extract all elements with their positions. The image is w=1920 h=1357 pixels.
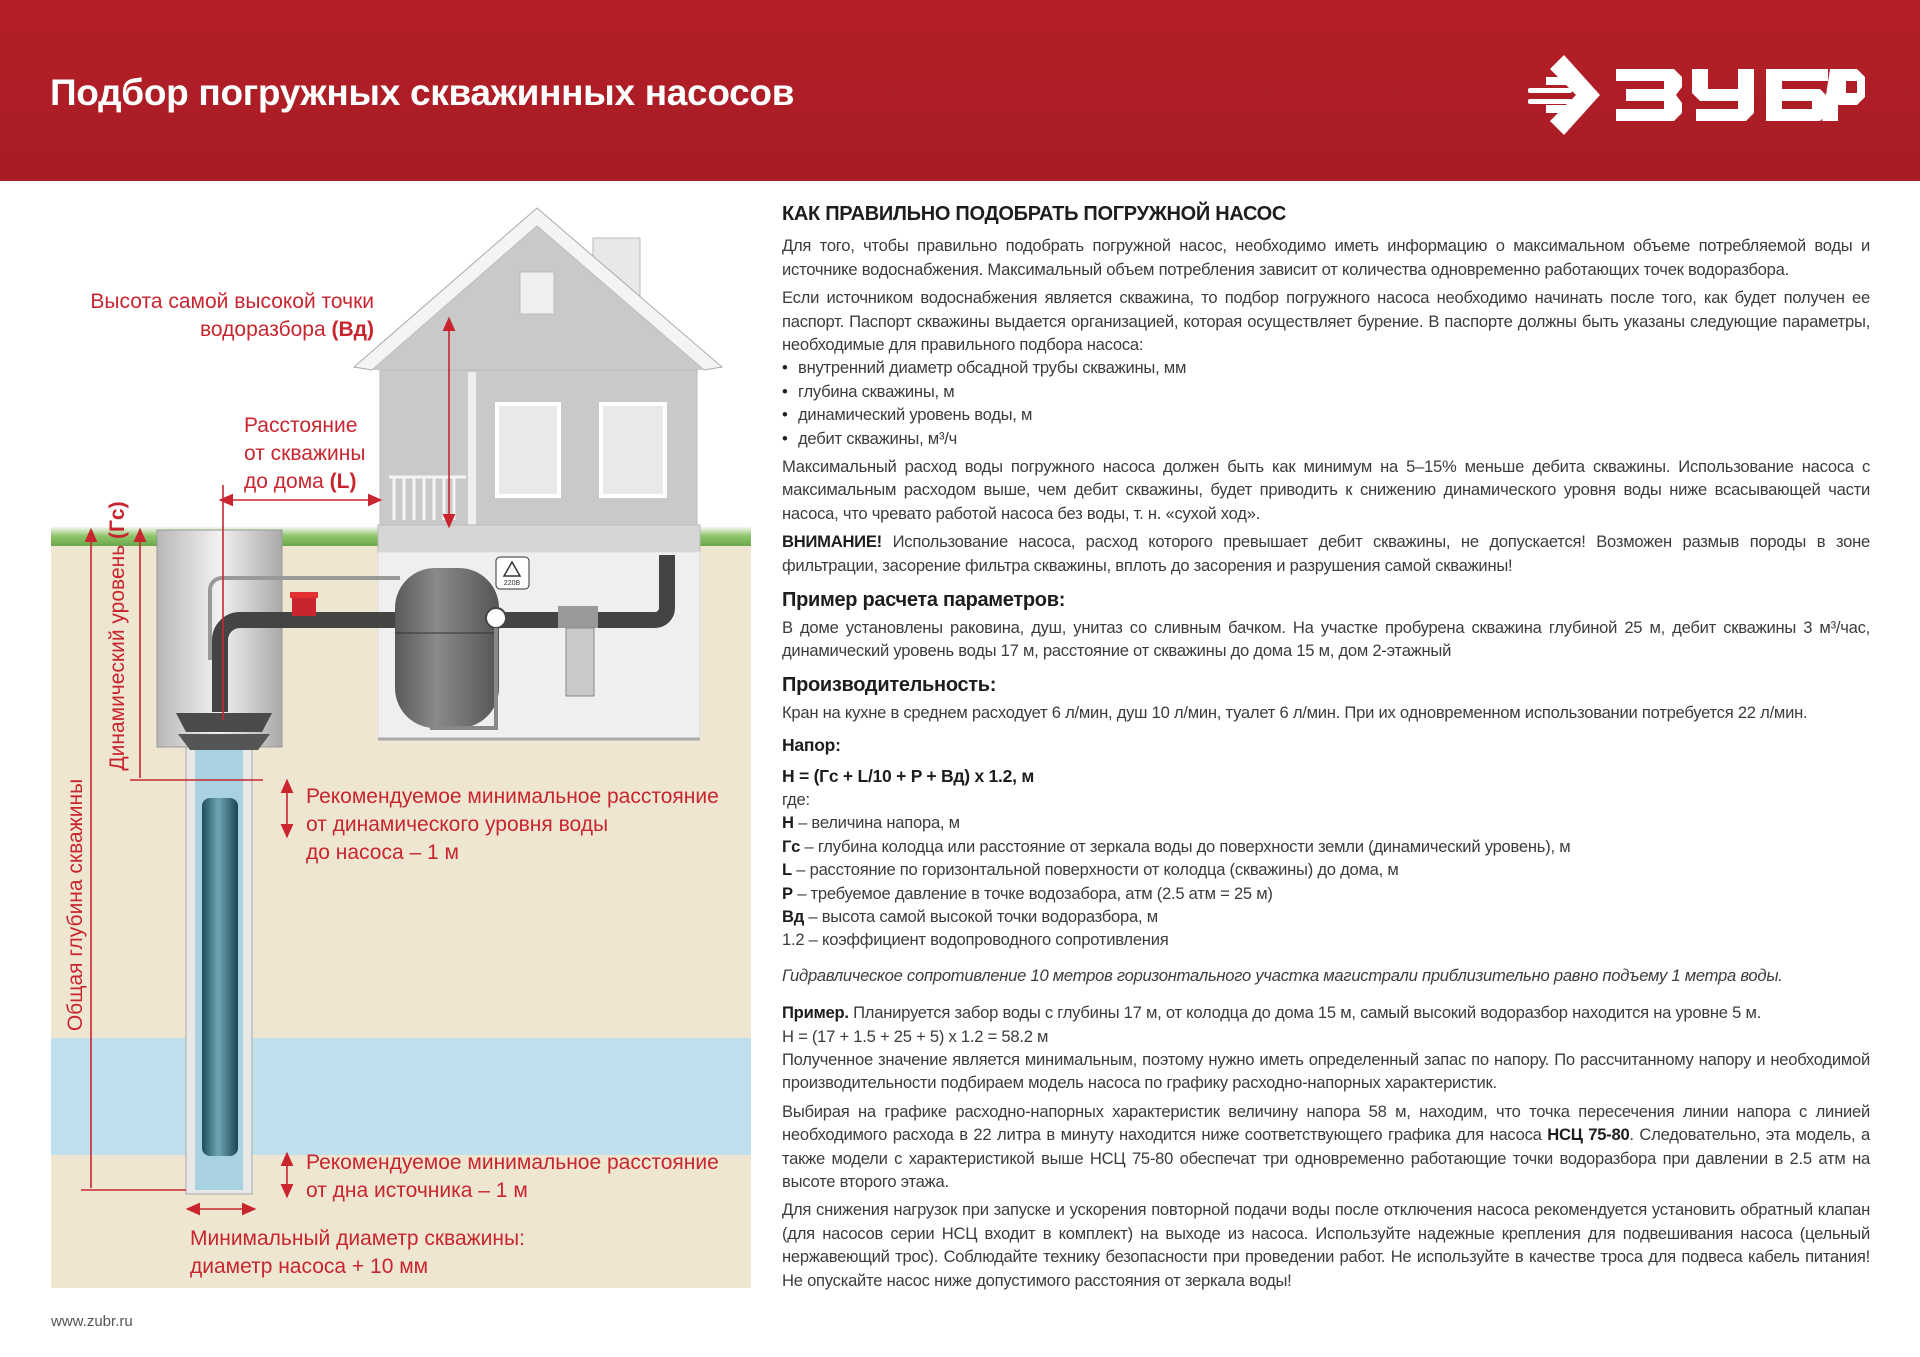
pump-model: НСЦ 75-80 <box>1547 1125 1630 1145</box>
well-head-cone-lower <box>178 734 270 750</box>
selection-text-a: Выбирая на графике расходно-напорных характеристик величину напора 58 м, находим, что точка пересечения линии напора с линией необходимого расхода в 22 литра в минуту находится ниже соответствующего графика для насоса <box>782 1101 1870 1145</box>
def-text: – расстояние по горизонтальной поверхности от колодца (скважины) до дома, м <box>791 860 1399 880</box>
def-symbol: H <box>782 813 794 833</box>
label-l-text: до дома <box>244 470 324 493</box>
label-min-bottom <box>306 1149 719 1205</box>
label-vd-text: водоразбора <box>200 318 326 341</box>
label-l-line3 <box>244 468 365 496</box>
label-gc-text: Динамический уровень <box>106 544 129 771</box>
ball-valve-icon <box>290 592 318 616</box>
def-text: – высота самой высокой точки водоразбора, м <box>804 906 1158 926</box>
paragraph-safety: Для снижения нагрузок при запуске и ускорения повторной подачи воды после отключения насоса рекомендуется установить обратный клапан (для насосов серии НСЦ входит в комплект) на выходе из насоса. Используйте надежные крепления для подвешивания насоса (цельный нержавеющий трос). Соблюдайте технику безопасности при проведении работ. Не используйте в качестве троса для подвеса кабель питания! Не опускайте насос ниже допустимого расстояния от зеркала воды! <box>782 1200 1870 1290</box>
aquifer-water <box>51 1038 751 1155</box>
definition-row <box>782 905 1870 928</box>
label-diam-line2: диаметр насоса + 10 мм <box>190 1255 429 1278</box>
def-symbol: L <box>782 860 792 880</box>
section-heading: КАК ПРАВИЛЬНО ПОДОБРАТЬ ПОГРУЖНОЙ НАСОС <box>782 203 1287 225</box>
paragraph-selection <box>782 1100 1870 1194</box>
label-vd-line2 <box>90 316 374 344</box>
paragraph-warning <box>782 530 1870 577</box>
label-l-line1: Расстояние <box>244 414 358 437</box>
paragraph-result: Полученное значение является минимальным, поэтому нужно иметь определенный запас по напору. По рассчитанному напору и необходимой производительности подбираем модель насоса по графику расходно-напорных характеристик. <box>782 1050 1870 1093</box>
label-gc-symbol: (Гс) <box>106 501 129 539</box>
calc-text: Планируется забор воды с глубины 17 м, от колодца до дома 15 м, самый высокий водоразбор находится на уровне 5 м. <box>848 1003 1761 1023</box>
box-label: 220В <box>503 580 521 587</box>
calc-formula: H = (17 + 1.5 + 25 + 5) x 1.2 = 58.2 м <box>782 1026 1049 1046</box>
list-item: • динамический уровень воды, м <box>782 403 1870 426</box>
head-heading: Напор: <box>782 735 841 756</box>
foundation <box>378 525 700 552</box>
head-formula: H = (Гс + L/10 + P + Вд) x 1.2, м <box>782 765 1035 786</box>
zubr-logo <box>1528 55 1873 135</box>
warning-text: Использование насоса, расход которого превышает дебит скважины, не допускается! Возможен размыв породы в зоне фильтрации, засорение фильтра скважины, вплоть до засорения и разрушения самой скважины! <box>782 532 1870 575</box>
def-text: – требуемое давление в точке водозабора, атм (2.5 атм = 25 м) <box>792 883 1273 903</box>
label-diam-line1: Минимальный диаметр скважины: <box>190 1227 525 1250</box>
paragraph-intro: Для того, чтобы правильно подобрать погружной насос, необходимо иметь информацию о максимальном объеме потребляемой воды и источнике водоснабжения. Максимальный объем потребления зависит от количества одновременно работающих точек водоразбора. <box>782 236 1870 279</box>
label-vd-symbol: (Вд) <box>331 318 374 341</box>
list-item: • дебит скважины, м³/ч <box>782 427 1870 450</box>
label-min-dyn-line3: до насоса – 1 м <box>306 841 459 864</box>
def-symbol: Вд <box>782 906 805 926</box>
label-min-dynamic <box>306 783 719 867</box>
label-l <box>244 412 365 496</box>
label-total-depth: Общая глубина скважины <box>64 778 87 1032</box>
electrical-box-icon <box>496 557 529 589</box>
gable-window-icon <box>520 272 554 314</box>
page-title: Подбор погружных скважинных насосов <box>50 72 795 113</box>
where-label: где: <box>782 789 810 809</box>
def-text: 1.2 – коэффициент водопроводного сопротивления <box>782 930 1169 950</box>
label-diameter <box>190 1225 525 1281</box>
def-text: – величина напора, м <box>793 813 960 833</box>
def-symbol: P <box>782 883 793 903</box>
definition-row <box>782 858 1870 881</box>
definition-row <box>782 811 1870 834</box>
calc-label: Пример. <box>782 1003 849 1023</box>
porch-column <box>468 372 476 526</box>
label-min-dyn-line2: от динамического уровня воды <box>306 813 609 836</box>
label-l-symbol: (L) <box>329 470 357 493</box>
hydraulic-note: Гидравлическое сопротивление 10 метров горизонтального участка магистрали приблизительно равно подъему 1 метра воды. <box>782 965 1783 985</box>
definition-row <box>782 882 1870 905</box>
label-l-line2: от скважины <box>244 442 366 465</box>
example-text: В доме установлены раковина, душ, унитаз со сливным бачком. На участке пробурена скважина глубиной 25 м, дебит скважины 3 м³/час, динамический уровень воды 17 м, расстояние от скважины до дома 15 м, дом 2-этажный <box>782 617 1870 660</box>
text-column <box>782 203 1870 1297</box>
list-item: • внутренний диаметр обсадной трубы скважины, мм <box>782 356 1870 379</box>
def-text: – глубина колодца или расстояние от зеркала воды до поверхности земли (динамический уровень), м <box>800 836 1571 856</box>
performance-heading: Производительность: <box>782 674 997 697</box>
label-vd <box>90 288 374 344</box>
warning-label: ВНИМАНИЕ! <box>782 532 882 552</box>
paragraph-passport: Если источником водоснабжения является скважина, то подбор погружного насоса необходимо начинать после того, как будет получен ее паспорт. Паспорт скважины выдается организацией, которая осуществляет бурение. В паспорте должны быть указаны следующие параметры, необходимые для правильного подбора насоса: <box>782 288 1870 355</box>
window-1-icon <box>497 404 559 496</box>
submersible-pump <box>202 798 238 1156</box>
def-symbol: Гс <box>782 836 801 856</box>
selection-text-b: . Следовательно, эта модель, а также модели с характеристикой выше НСЦ 75-80 обеспечат три одновременно работающие точки водоразбора при давлении в 2.5 атм на высоте второго этажа. <box>782 1125 1870 1192</box>
parameter-list <box>782 356 1870 450</box>
pressure-gauge-icon <box>486 608 506 628</box>
header-banner <box>0 0 1920 181</box>
label-min-bottom-line1: Рекомендуемое минимальное расстояние <box>306 1151 719 1174</box>
label-min-dyn-line1: Рекомендуемое минимальное расстояние <box>306 785 719 808</box>
window-2-icon <box>601 404 665 496</box>
well-head-cone <box>176 713 272 732</box>
logo-wordmark <box>1616 69 1865 121</box>
list-item: • глубина скважины, м <box>782 380 1870 403</box>
label-dynamic-level <box>106 496 130 776</box>
label-min-bottom-line2: от дна источника – 1 м <box>306 1179 528 1202</box>
calc-example <box>782 1001 1870 1024</box>
performance-text: Кран на кухне в среднем расходует 6 л/мин, душ 10 л/мин, туалет 6 л/мин. При их одновременном использовании потребуется 22 л/мин. <box>782 702 1808 722</box>
label-vd-line1: Высота самой высокой точки <box>90 290 374 313</box>
definition-row <box>782 928 1870 951</box>
logo-emblem-icon <box>1528 55 1600 135</box>
definition-row <box>782 835 1870 858</box>
example-heading: Пример расчета параметров: <box>782 589 1066 612</box>
website-url: www.zubr.ru <box>51 1313 133 1330</box>
pressure-tank <box>395 568 499 728</box>
paragraph-flow: Максимальный расход воды погружного насоса должен быть как минимум на 5–15% меньше дебита скважины. Использование насоса с максимальным расходом выше, чем дебит скважины, будет приводить к снижению динамического уровня воды ниже всасывающей части насоса, что чревато работой насоса без воды, т. н. «сухой ход». <box>782 457 1870 523</box>
